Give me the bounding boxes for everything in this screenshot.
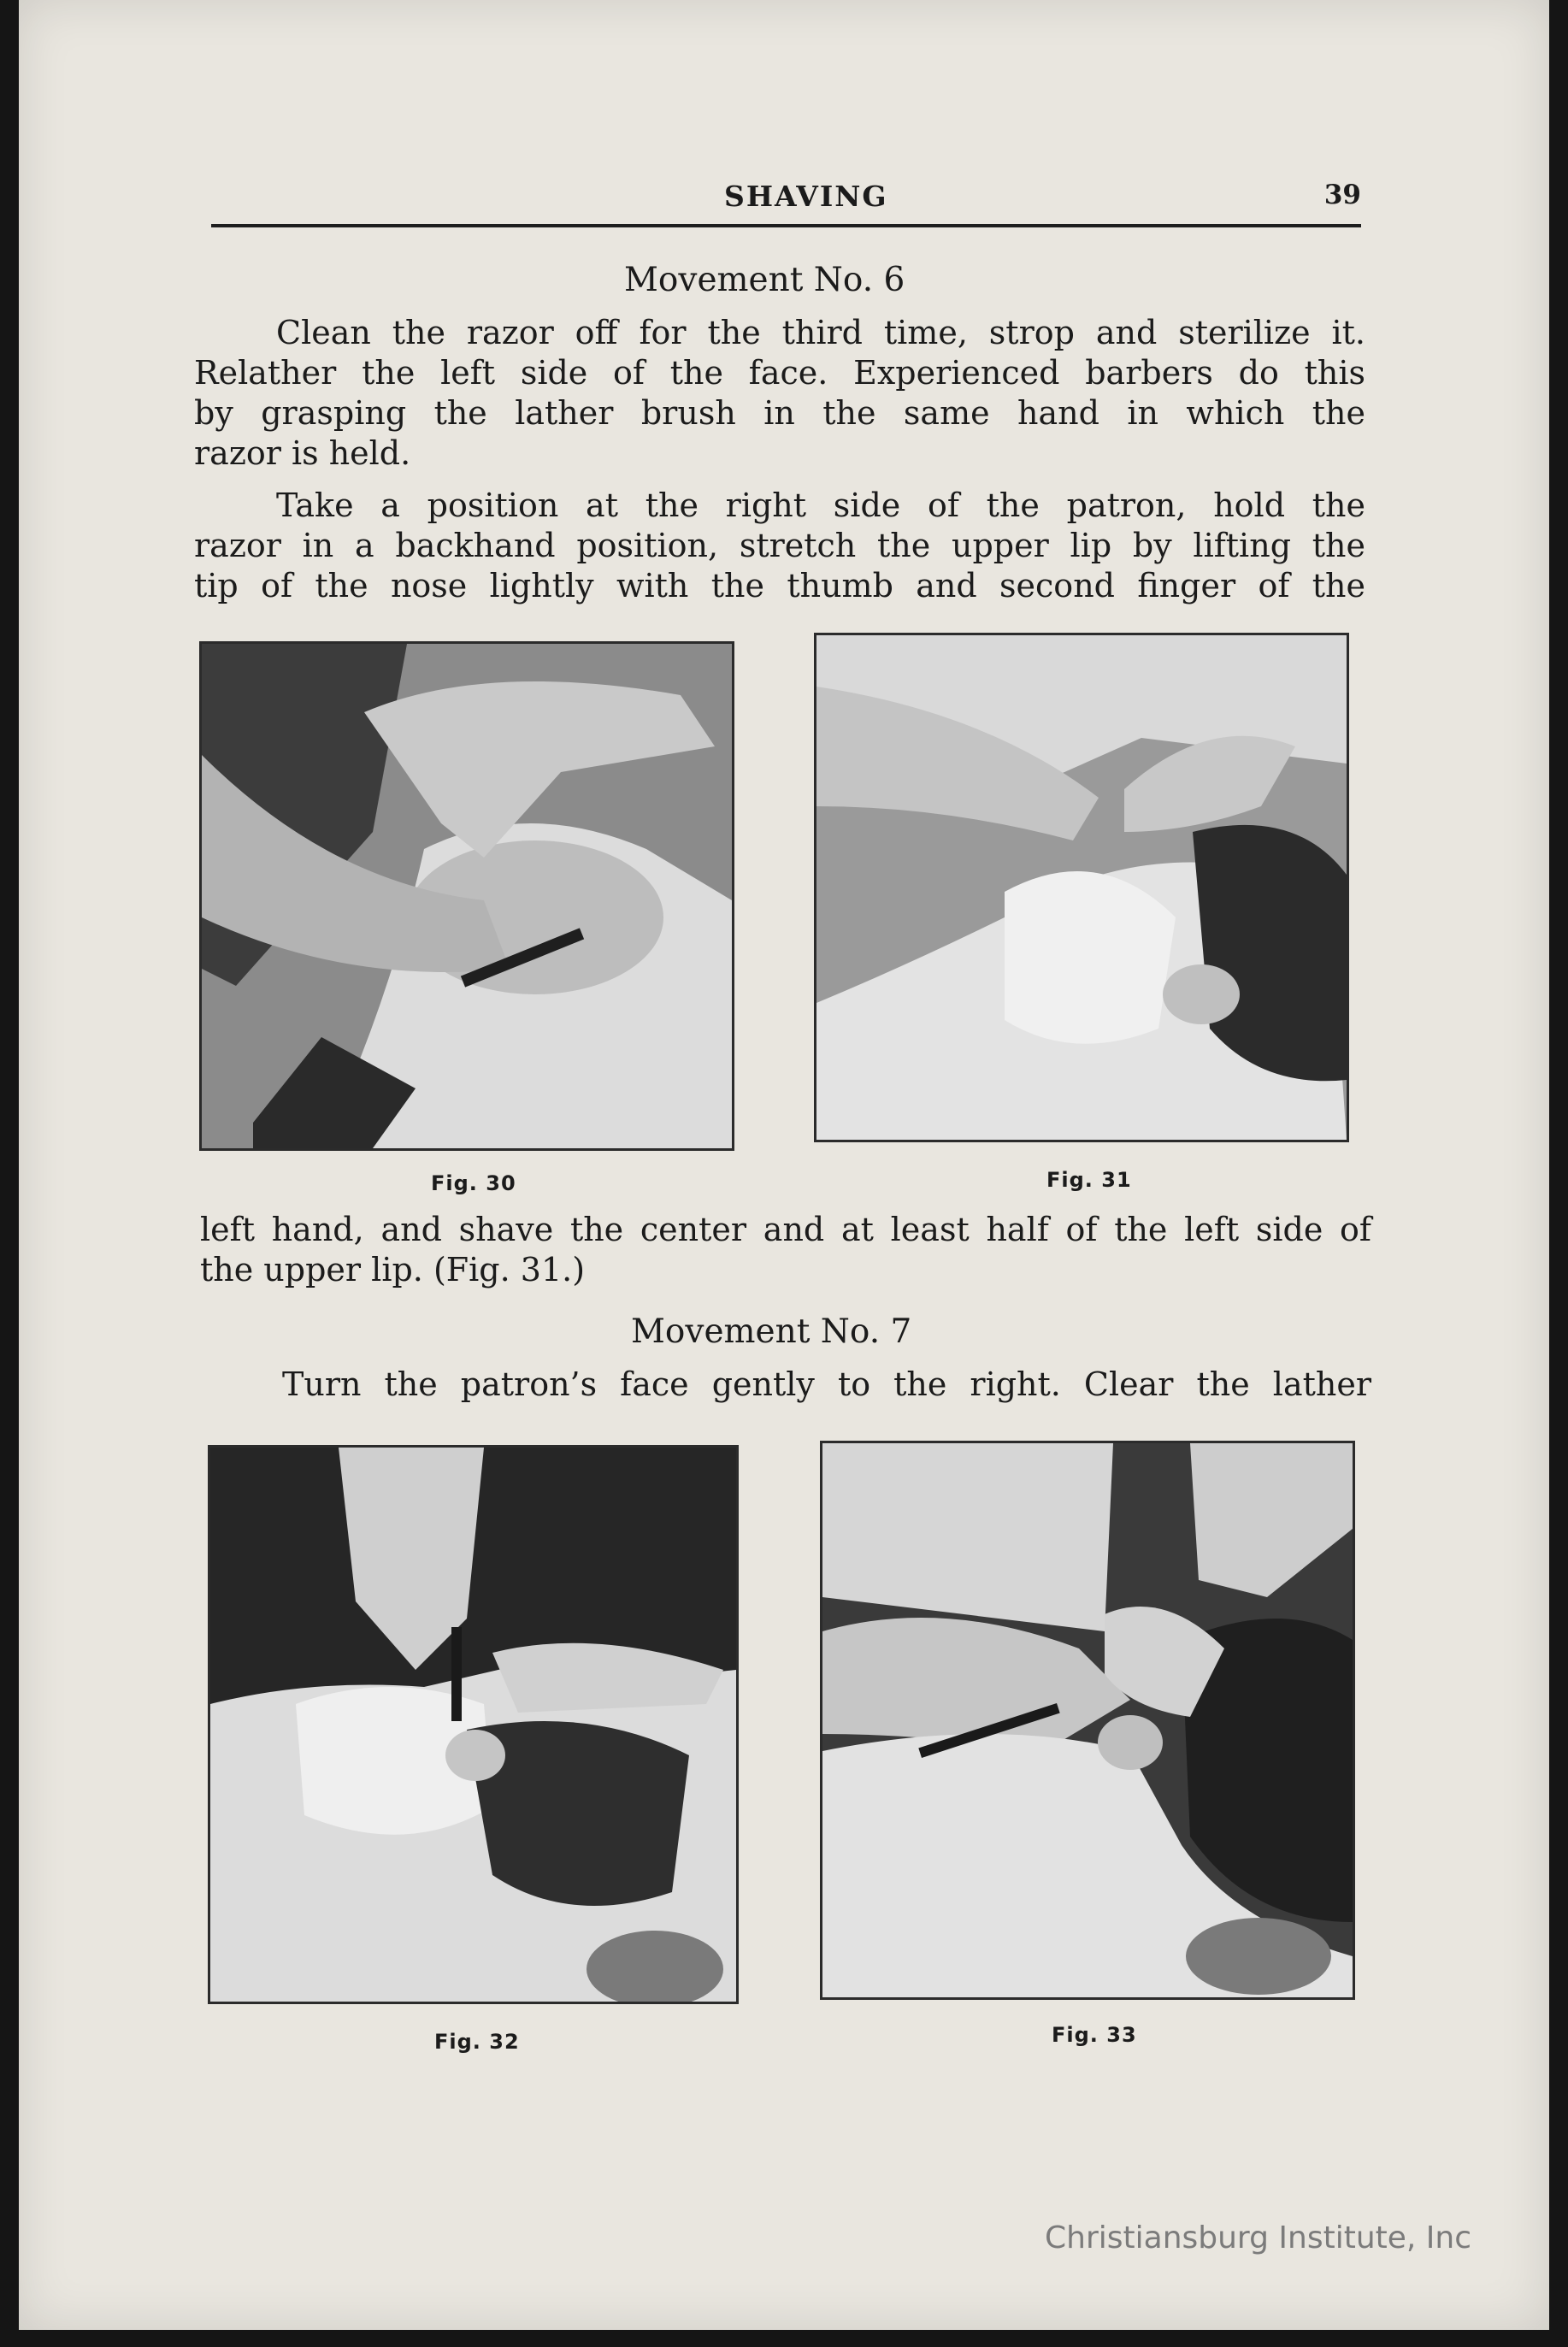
text-line: left hand, and shave the center and at least half of the left side of — [200, 1211, 1371, 1248]
text-line: razor is held. — [194, 434, 411, 472]
figure-30-photo — [199, 641, 734, 1151]
text-line: Turn the patron’s face gently to the right. Clear the lather — [282, 1365, 1371, 1403]
figure-33-photo — [820, 1441, 1355, 2000]
movement-7-paragraph-1 — [200, 1365, 1371, 1405]
movement-6-paragraph-3 — [200, 1210, 1371, 1290]
watermark: Christiansburg Institute, Inc — [1045, 2220, 1472, 2256]
figure-31-photo — [814, 633, 1349, 1142]
text-line: Take a position at the right side of the patron, hold the — [276, 487, 1365, 524]
movement-7-heading: Movement No. 7 — [631, 1312, 912, 1351]
text-line: the upper lip. (Fig. 31.) — [200, 1251, 586, 1288]
movement-6-heading: Movement No. 6 — [624, 261, 905, 299]
running-title: SHAVING — [724, 180, 888, 213]
text-line: Clean the razor off for the third time, strop and sterilize it. — [276, 314, 1365, 351]
book-page — [19, 0, 1549, 2330]
page-header — [211, 180, 1361, 227]
figure-31-caption: Fig. 31 — [1046, 1168, 1132, 1192]
text-line: tip of the nose lightly with the thumb and second finger of the — [194, 567, 1365, 604]
movement-6-paragraph-2 — [194, 486, 1365, 606]
figure-32-photo — [208, 1445, 739, 2004]
page-number: 39 — [1323, 180, 1361, 210]
text-line: Relather the left side of the face. Experienced barbers do this — [194, 354, 1365, 392]
figure-32-caption: Fig. 32 — [434, 2030, 520, 2054]
figure-33-caption: Fig. 33 — [1052, 2023, 1137, 2047]
text-line: by grasping the lather brush in the same hand in which the — [194, 394, 1365, 432]
figure-30-caption: Fig. 30 — [431, 1171, 516, 1195]
text-line: razor in a backhand position, stretch the upper lip by lifting the — [194, 527, 1365, 564]
movement-6-paragraph-1 — [194, 313, 1365, 474]
